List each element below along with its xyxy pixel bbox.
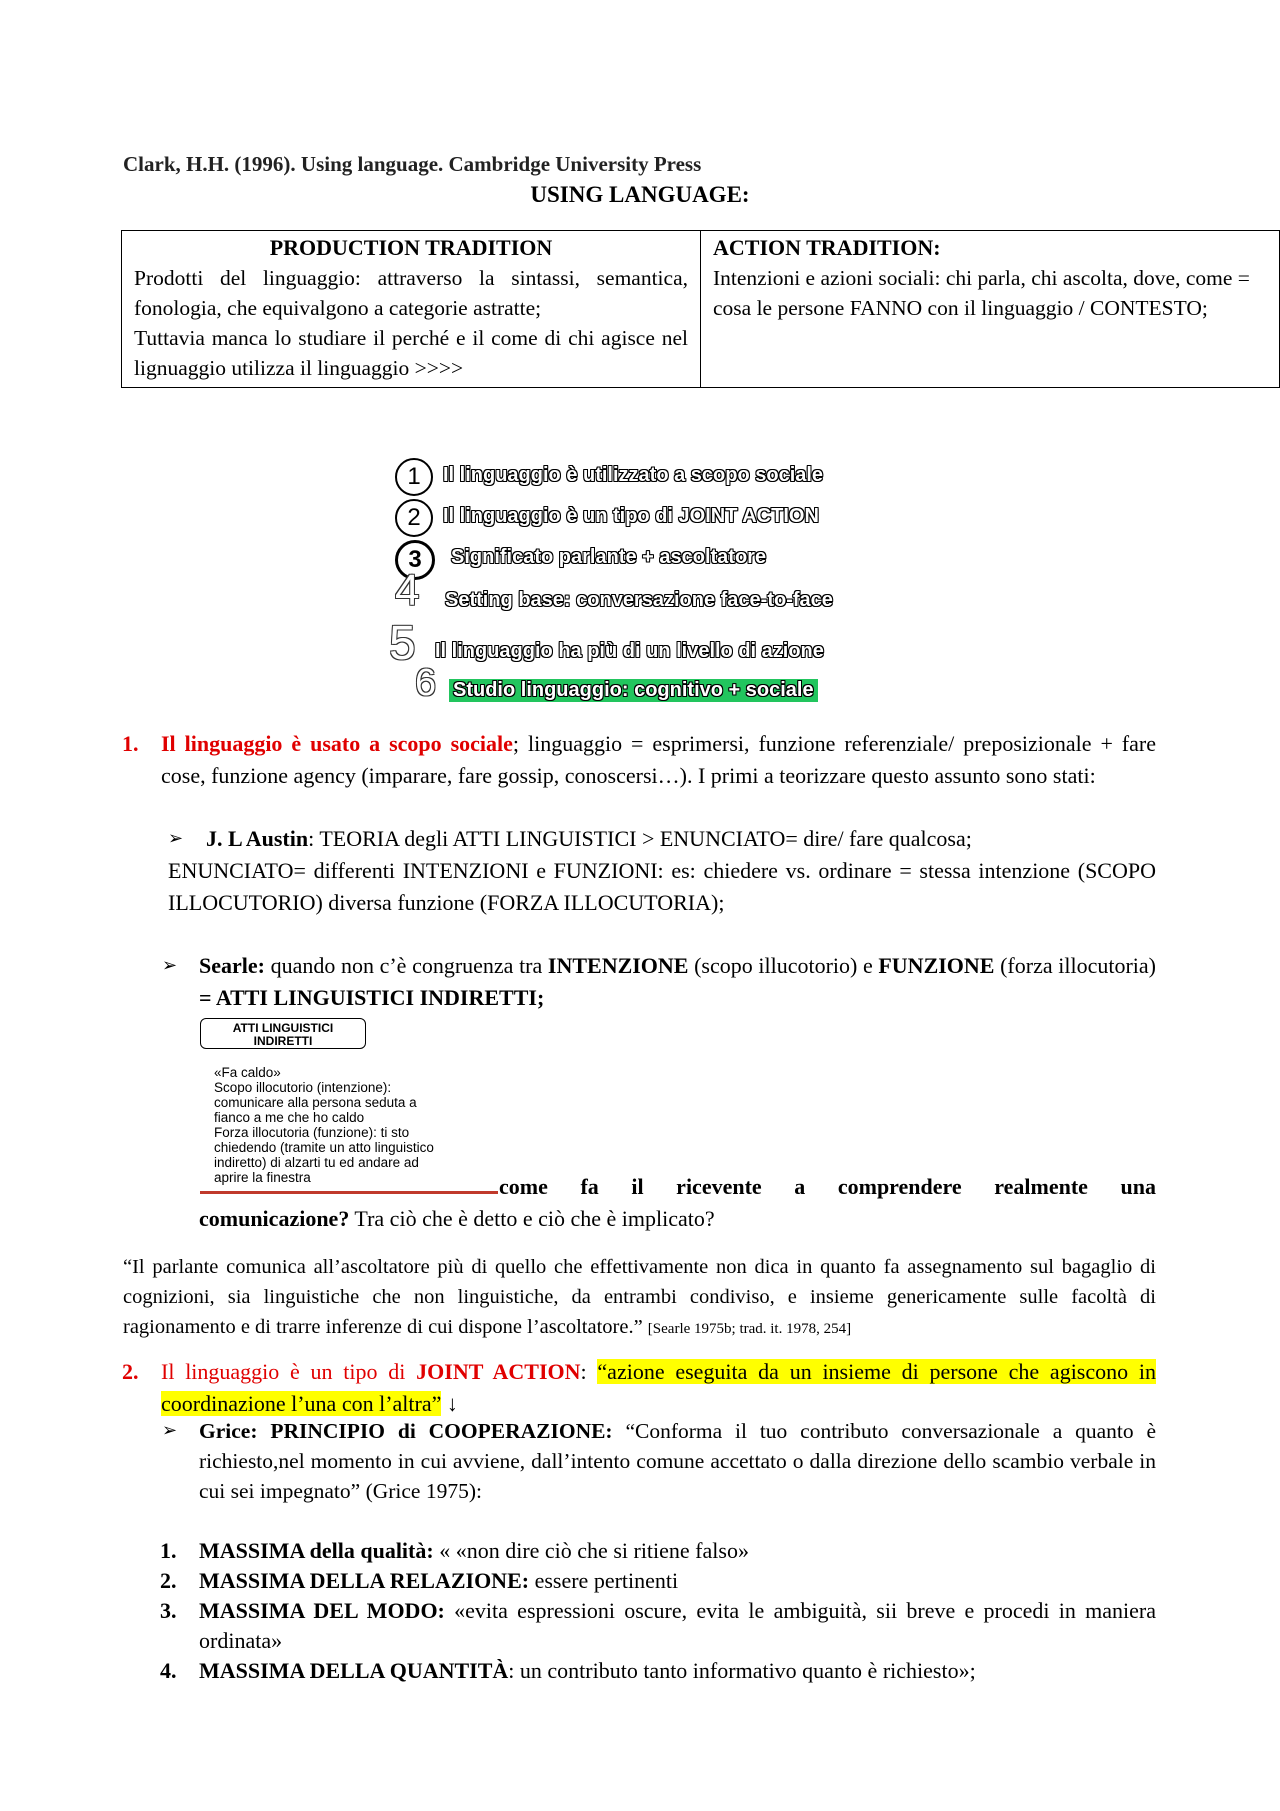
austin-text-2: ENUNCIATO= differenti INTENZIONI e FUNZIONI: es: chiedere vs. ordinare = stessa intenzione (SCOPO ILLOCUTORIO) diversa funzione (FORZA ILLOCUTORIA); xyxy=(168,858,1156,915)
production-text-1: Prodotti del linguaggio: attraverso la sintassi, semantica, fonologia, che equivalgono a categorie astratte; xyxy=(134,266,688,320)
section-2-colon: : xyxy=(580,1359,598,1384)
searle-atti-indiretti: = ATTI LINGUISTICI INDIRETTI; xyxy=(199,985,545,1010)
section-2-joint-action: JOINT ACTION xyxy=(416,1359,581,1384)
searle-text: (scopo illucotorio) e xyxy=(688,953,879,978)
grice-text: “Conforma il tuo contributo conversazionale a quanto è richiesto,nel momento in cui avviene, dall’intento comune accettato o dalla direzione dello scambio verbale in cui sei impegnato” (Grice 1975): xyxy=(199,1419,1157,1503)
traditions-table xyxy=(121,230,1280,388)
underline-divider xyxy=(200,1191,498,1194)
maxim-item xyxy=(160,1566,1156,1596)
searle-intenzione: INTENZIONE xyxy=(547,953,689,978)
example-line: indiretto) di alzarti tu ed andare ad xyxy=(214,1155,419,1170)
production-header: PRODUCTION TRADITION xyxy=(269,235,553,260)
example-line: fianco a me che ho caldo xyxy=(214,1110,365,1125)
question-bold: comunicazione? xyxy=(199,1206,350,1231)
austin-text-1: : TEORIA degli ATTI LINGUISTICI > ENUNCIATO= dire/ fare qualcosa; xyxy=(308,826,972,851)
searle-text: (forza illocutoria) xyxy=(994,953,1156,978)
indirect-acts-box-title xyxy=(200,1018,366,1049)
quote-citation: [Searle 1975b; trad. it. 1978, 254] xyxy=(647,1321,852,1337)
maxim-item xyxy=(160,1536,1156,1566)
maxim-title: MASSIMA DELLA RELAZIONE: xyxy=(199,1568,530,1593)
point-number: 2 xyxy=(395,499,433,537)
example-line: Forza illocutoria (funzione): ti sto xyxy=(214,1125,410,1140)
point-number: 1 xyxy=(395,458,433,496)
section-2-number: 2. xyxy=(122,1359,139,1384)
searle-name: Searle: xyxy=(199,953,265,978)
example-line: «Fa caldo» xyxy=(214,1065,281,1080)
down-arrow-icon: ↓ xyxy=(446,1391,458,1416)
maxim-text: essere pertinenti xyxy=(529,1568,679,1593)
reference-line: Clark, H.H. (1996). Using language. Cambridge University Press xyxy=(123,152,702,176)
bullet-arrow-icon: ➢ xyxy=(162,1420,178,1441)
maxim-text: «evita espressioni oscure, evita le ambiguità, sii breve e procedi in maniera ordinata» xyxy=(199,1598,1156,1653)
maxim-title: MASSIMA DELLA QUANTITÀ xyxy=(199,1658,509,1683)
key-points-graphic xyxy=(385,456,905,718)
question-line-1: come fa il ricevente a comprendere realmente una xyxy=(499,1174,1156,1199)
bullet-arrow-icon: ➢ xyxy=(168,828,184,849)
bullet-arrow-icon: ➢ xyxy=(162,955,178,976)
maxim-number: 1. xyxy=(160,1538,177,1563)
key-point: Il linguaggio è un tipo di JOINT ACTION xyxy=(443,505,819,527)
maxim-item xyxy=(160,1656,1156,1686)
key-point: Significato parlante + ascoltatore xyxy=(451,546,767,568)
example-line: comunicare alla persona seduta a xyxy=(214,1095,417,1110)
maxim-title: MASSIMA della qualità: xyxy=(199,1538,434,1563)
quote-text: “Il parlante comunica all’ascoltatore più di quello che effettivamente non dica in quanto fa assegnamento sul bagaglio di cognizioni, sia linguistiche che non linguistiche, da entrambi condiviso, e insieme genericamente sulle facoltà di ragionamento e di trarre inferenze di cui dispone l’ascoltatore.” xyxy=(123,1256,1156,1338)
grice-bullet xyxy=(162,1416,1157,1506)
box-title-line: INDIRETTI xyxy=(253,1034,313,1048)
key-point-highlighted: Studio linguaggio: cognitivo + sociale xyxy=(449,679,818,702)
key-point: Il linguaggio ha più di un livello di azione xyxy=(435,640,824,662)
section-1-title: Il linguaggio è usato a scopo sociale xyxy=(161,731,513,756)
searle-bullet xyxy=(162,950,1156,1014)
maxim-text: : un contributo tanto informativo quanto è richiesto»; xyxy=(508,1658,976,1683)
action-header: ACTION TRADITION: xyxy=(713,235,941,260)
section-1 xyxy=(122,728,1156,792)
maxim-number: 4. xyxy=(160,1658,177,1683)
key-point: Il linguaggio è utilizzato a scopo sociale xyxy=(443,464,824,486)
document-title: USING LANGUAGE: xyxy=(530,182,750,207)
searle-quote xyxy=(123,1252,1156,1344)
austin-name: J. L Austin xyxy=(206,826,309,851)
production-cell xyxy=(122,231,701,388)
searle-text: quando non c’è congruenza tra xyxy=(264,953,548,978)
maxim-item xyxy=(160,1596,1156,1656)
searle-funzione: FUNZIONE xyxy=(878,953,995,978)
point-number: 4 xyxy=(395,566,420,615)
section-1-number: 1. xyxy=(122,731,139,756)
austin-bullet xyxy=(168,823,1156,919)
key-point: Setting base: conversazione face-to-face xyxy=(445,589,833,611)
example-line: chiedendo (tramite un atto linguistico xyxy=(214,1140,434,1155)
indirect-acts-example xyxy=(214,1065,514,1185)
section-2 xyxy=(122,1356,1156,1420)
action-cell xyxy=(701,231,1280,388)
maxims-list xyxy=(160,1536,1156,1686)
section-2-definition: “azione eseguita da un insieme di persone che agiscono in coordinazione l’una con l’altra” xyxy=(161,1359,1156,1416)
question-line-2 xyxy=(199,1203,1156,1235)
point-number: 6 xyxy=(415,662,437,704)
production-text-2: Tuttavia manca lo studiare il perché e il come di chi agisce nel lignuaggio utilizza il linguaggio >>>> xyxy=(134,326,688,380)
maxim-text: « «non dire ciò che si ritiene falso» xyxy=(433,1538,749,1563)
example-line: Scopo illocutorio (intenzione): xyxy=(214,1080,392,1095)
section-2-title: Il linguaggio è un tipo di xyxy=(161,1359,417,1384)
point-number: 3 xyxy=(395,540,435,580)
maxim-title: MASSIMA DEL MODO: xyxy=(199,1598,445,1623)
action-text: Intenzioni e azioni sociali: chi parla, chi ascolta, dove, come = cosa le persone FANNO con il linguaggio / CONTESTO; xyxy=(713,266,1250,320)
example-line: aprire la finestra xyxy=(214,1170,311,1185)
section-1-text: ; linguaggio = esprimersi, funzione referenziale/ preposizionale + fare cose, funzione agency (imparare, fare gossip, conoscersi…). I primi a teorizzare questo assunto sono stati: xyxy=(161,731,1156,788)
point-number: 5 xyxy=(389,617,416,670)
question-rest: Tra ciò che è detto e ciò che è implicato? xyxy=(349,1206,715,1231)
maxim-number: 2. xyxy=(160,1568,177,1593)
grice-principle: Grice: PRINCIPIO di COOPERAZIONE: xyxy=(199,1419,613,1443)
box-title-line: ATTI LINGUISTICI xyxy=(232,1021,334,1035)
maxim-number: 3. xyxy=(160,1598,177,1623)
